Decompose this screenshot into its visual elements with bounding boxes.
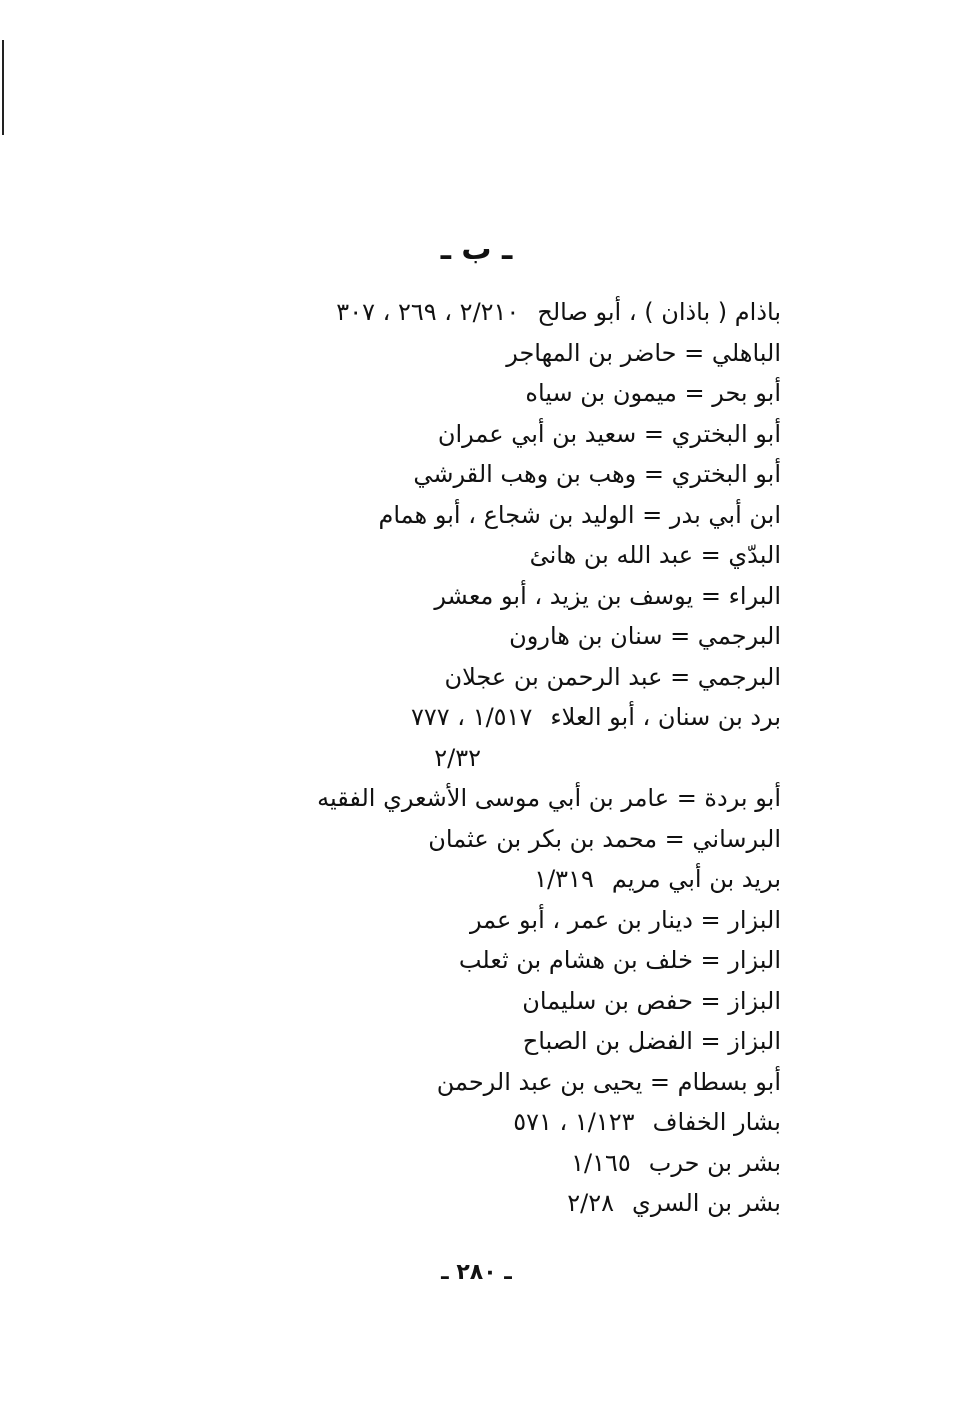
entry-name: البرجمي = عبد الرحمن بن عجلان <box>444 662 781 691</box>
index-entry <box>301 981 781 1022</box>
scan-edge-mark <box>2 40 4 135</box>
index-entry <box>301 1183 781 1224</box>
entry-refs: ١/٥١٧ ، ٧٧٧ <box>411 703 533 731</box>
index-entry <box>301 454 781 495</box>
entry-name: برد بن سنان ، أبو العلاء <box>550 703 781 731</box>
entry-name: البزار = خلف بن هشام بن ثعلب <box>458 946 781 974</box>
index-entry <box>301 333 781 374</box>
entry-name: أبو البختري = وهب بن وهب القرشي <box>413 460 781 488</box>
index-entry <box>301 697 781 738</box>
index-entries <box>301 292 781 1224</box>
index-entry <box>301 1102 781 1143</box>
entry-refs: ٢/٣٢ <box>434 743 481 772</box>
entry-refs: ١/١٢٣ ، ٥٧١ <box>513 1108 635 1136</box>
entry-name: ابن أبي بدر = الوليد بن شجاع ، أبو همام <box>378 500 781 529</box>
index-entry-continuation <box>301 738 781 779</box>
index-entry <box>301 576 781 617</box>
entry-name: البراء = يوسف بن يزيد ، أبو معشر <box>434 581 781 610</box>
page-number: ـ ٢٨٠ ـ <box>441 1260 512 1285</box>
entry-name: البزاز = الفضل بن الصباح <box>522 1027 781 1055</box>
entry-refs: ١/١٦٥ <box>571 1148 631 1177</box>
index-entry <box>301 292 781 333</box>
entry-name: باذام ( باذان ) ، أبو صالح <box>537 298 781 326</box>
index-entry <box>301 819 781 860</box>
entry-name: البرساني = محمد بن بكر بن عثمان <box>428 824 781 853</box>
entry-name: بشر بن السري <box>632 1189 781 1217</box>
entry-name: أبو بردة = عامر بن أبي موسى الأشعري الفقيه <box>317 784 781 812</box>
entry-name: البزاز = حفص بن سليمان <box>522 986 781 1015</box>
index-entry <box>301 495 781 536</box>
index-entry <box>301 1143 781 1184</box>
index-entry <box>301 657 781 698</box>
entry-refs: ١/٣١٩ <box>534 865 594 893</box>
entry-name: الباهلي = حاضر بن المهاجر <box>506 338 781 367</box>
index-entry <box>301 373 781 414</box>
entry-refs: ٢/٢١٠ ، ٢٦٩ ، ٣٠٧ <box>336 298 520 326</box>
section-heading: ـ ب ـ <box>440 232 513 267</box>
entry-name: البزار = دينار بن عمر ، أبو عمر <box>469 905 781 934</box>
entry-name: بريد بن أبي مريم <box>611 865 781 893</box>
entry-refs: ٢/٢٨ <box>567 1189 615 1217</box>
index-entry <box>301 778 781 819</box>
index-entry <box>301 535 781 576</box>
entry-name: بشار الخفاف <box>652 1108 781 1136</box>
index-entry <box>301 414 781 455</box>
index-entry <box>301 1062 781 1103</box>
index-entry <box>301 616 781 657</box>
entry-name: أبو بحر = ميمون بن سياه <box>525 379 781 407</box>
entry-name: البدّي = عبد الله بن هانئ <box>529 541 781 569</box>
index-entry <box>301 1021 781 1062</box>
index-entry <box>301 859 781 900</box>
index-entry <box>301 940 781 981</box>
entry-name: أبو بسطام = يحيى بن عبد الرحمن <box>436 1067 781 1096</box>
entry-name: بشر بن حرب <box>648 1148 781 1177</box>
entry-name: البرجمي = سنان بن هارون <box>509 622 781 650</box>
entry-name: أبو البختري = سعيد بن أبي عمران <box>437 419 781 448</box>
index-entry <box>301 900 781 941</box>
